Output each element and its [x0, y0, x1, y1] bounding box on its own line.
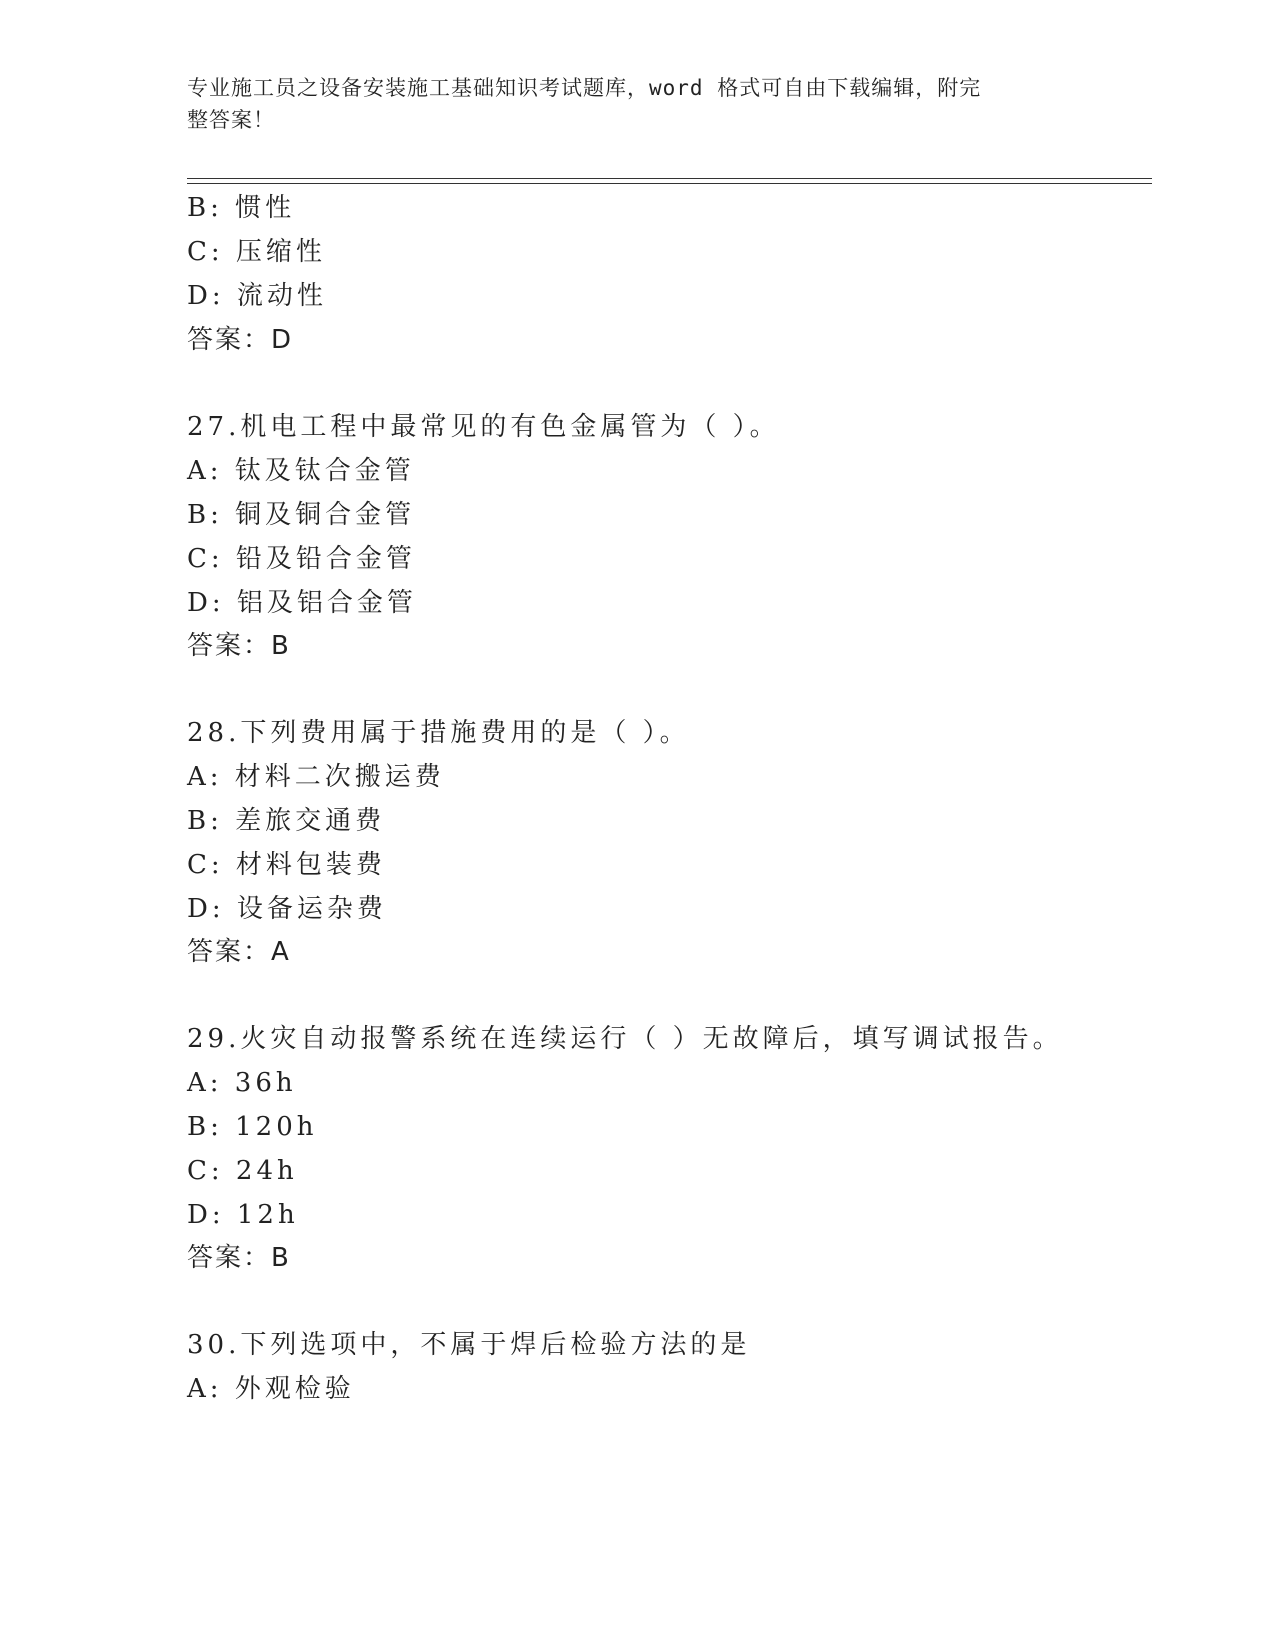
q26-option-c: C: 压缩性 [187, 237, 326, 267]
q30-option-a: A: 外观检验 [187, 1374, 355, 1404]
q27-option-d: D: 铝及铝合金管 [187, 588, 417, 618]
q26-answer: 答案：D [187, 325, 294, 355]
q29-option-b: B: 120h [187, 1112, 318, 1142]
q28-option-a: A: 材料二次搬运费 [187, 762, 445, 792]
q26-option-b: B: 惯性 [187, 193, 296, 223]
q28-option-d: D: 设备运杂费 [187, 894, 387, 924]
q29-option-c: C: 24h [187, 1156, 298, 1186]
header-line-1: 专业施工员之设备安装施工基础知识考试题库，word 格式可自由下载编辑，附完 [187, 76, 982, 100]
q27-option-b: B: 铜及铜合金管 [187, 500, 416, 530]
q28-answer: 答案：A [187, 937, 291, 967]
document-header [187, 72, 1067, 136]
q26-option-d: D: 流动性 [187, 281, 327, 311]
q28-option-c: C: 材料包装费 [187, 850, 386, 880]
q27-option-a: A: 钛及钛合金管 [187, 456, 415, 486]
q27-question: 27.机电工程中最常见的有色金属管为（ ）。 [187, 412, 780, 442]
header-divider-bottom [187, 183, 1152, 184]
q27-option-c: C: 铅及铅合金管 [187, 544, 416, 574]
q29-option-a: A: 36h [187, 1068, 297, 1098]
q30-question: 30.下列选项中，不属于焊后检验方法的是 [187, 1330, 751, 1360]
header-divider-top [187, 178, 1152, 179]
q29-option-d: D: 12h [187, 1200, 299, 1230]
q28-option-b: B: 差旅交通费 [187, 806, 386, 836]
header-line-2: 整答案！ [187, 108, 275, 132]
q27-answer: 答案：B [187, 631, 291, 661]
q28-question: 28.下列费用属于措施费用的是（ ）。 [187, 718, 690, 748]
q29-answer: 答案：B [187, 1243, 291, 1273]
q29-question: 29.火灾自动报警系统在连续运行（ ）无故障后，填写调试报告。 [187, 1024, 1063, 1054]
